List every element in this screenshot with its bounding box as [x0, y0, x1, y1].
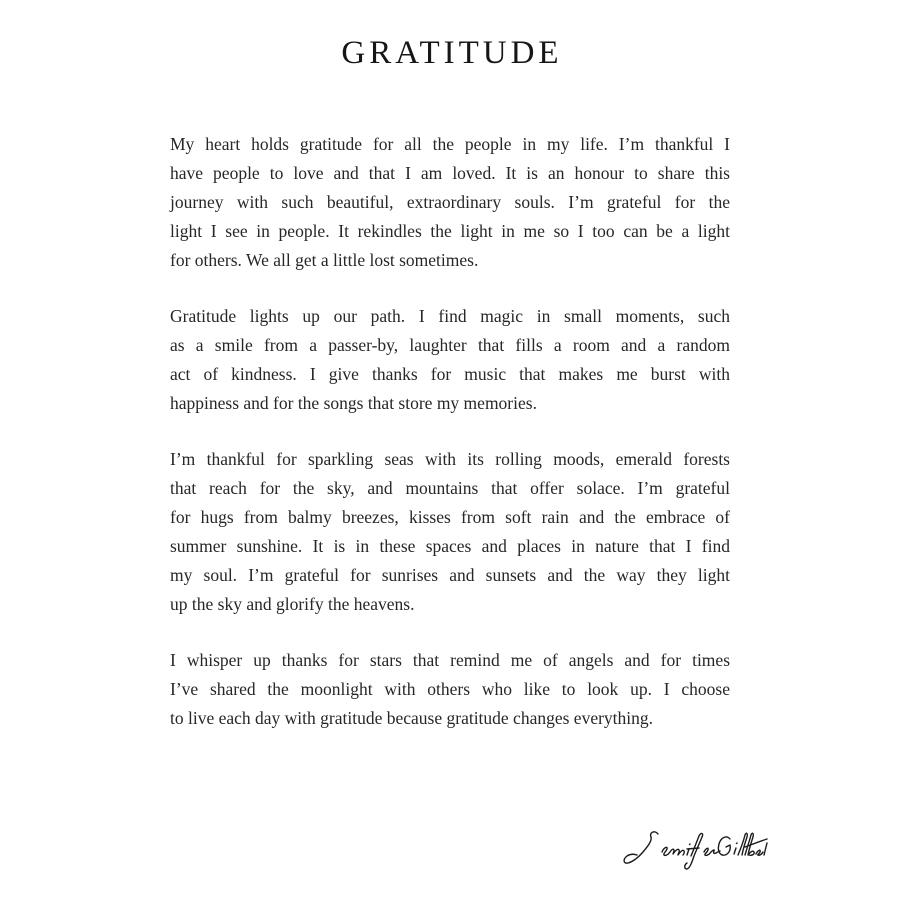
text-line: I’m thankful for sparkling seas with its rolling moods, emerald forests	[170, 449, 730, 469]
text-line: summer sunshine. It is in these spaces and places in nature that I find	[170, 536, 730, 556]
signature	[616, 825, 768, 873]
paragraph	[170, 445, 730, 619]
poem-text	[170, 130, 730, 733]
text-line: light I see in people. It rekindles the light in me so I too can be a light	[170, 221, 730, 241]
paragraph	[170, 130, 730, 275]
text-line: have people to love and that I am loved. It is an honour to share this	[170, 163, 730, 183]
paragraph	[170, 646, 730, 733]
text-line: that reach for the sky, and mountains that offer solace. I’m grateful	[170, 478, 730, 498]
text-line: as a smile from a passer-by, laughter that fills a room and a random	[170, 335, 730, 355]
paragraph	[170, 302, 730, 418]
text-line: my soul. I’m grateful for sunrises and sunsets and the way they light	[170, 565, 730, 585]
text-line: up the sky and glorify the heavens.	[170, 594, 415, 614]
text-line: I whisper up thanks for stars that remind me of angels and for times	[170, 650, 730, 670]
text-line: Gratitude lights up our path. I find magic in small moments, such	[170, 306, 730, 326]
text-line: journey with such beautiful, extraordinary souls. I’m grateful for the	[170, 192, 730, 212]
text-line: act of kindness. I give thanks for music that makes me burst with	[170, 364, 730, 384]
text-line: for others. We all get a little lost sometimes.	[170, 250, 479, 270]
text-line: My heart holds gratitude for all the people in my life. I’m thankful I	[170, 134, 730, 154]
text-line: I’ve shared the moonlight with others who like to look up. I choose	[170, 679, 730, 699]
text-line: to live each day with gratitude because gratitude changes everything.	[170, 708, 654, 728]
signature-handwriting-icon	[616, 825, 768, 873]
text-line: for hugs from balmy breezes, kisses from soft rain and the embrace of	[170, 507, 730, 527]
page-title: GRATITUDE	[341, 35, 563, 71]
text-line: happiness and for the songs that store my memories.	[170, 393, 537, 413]
